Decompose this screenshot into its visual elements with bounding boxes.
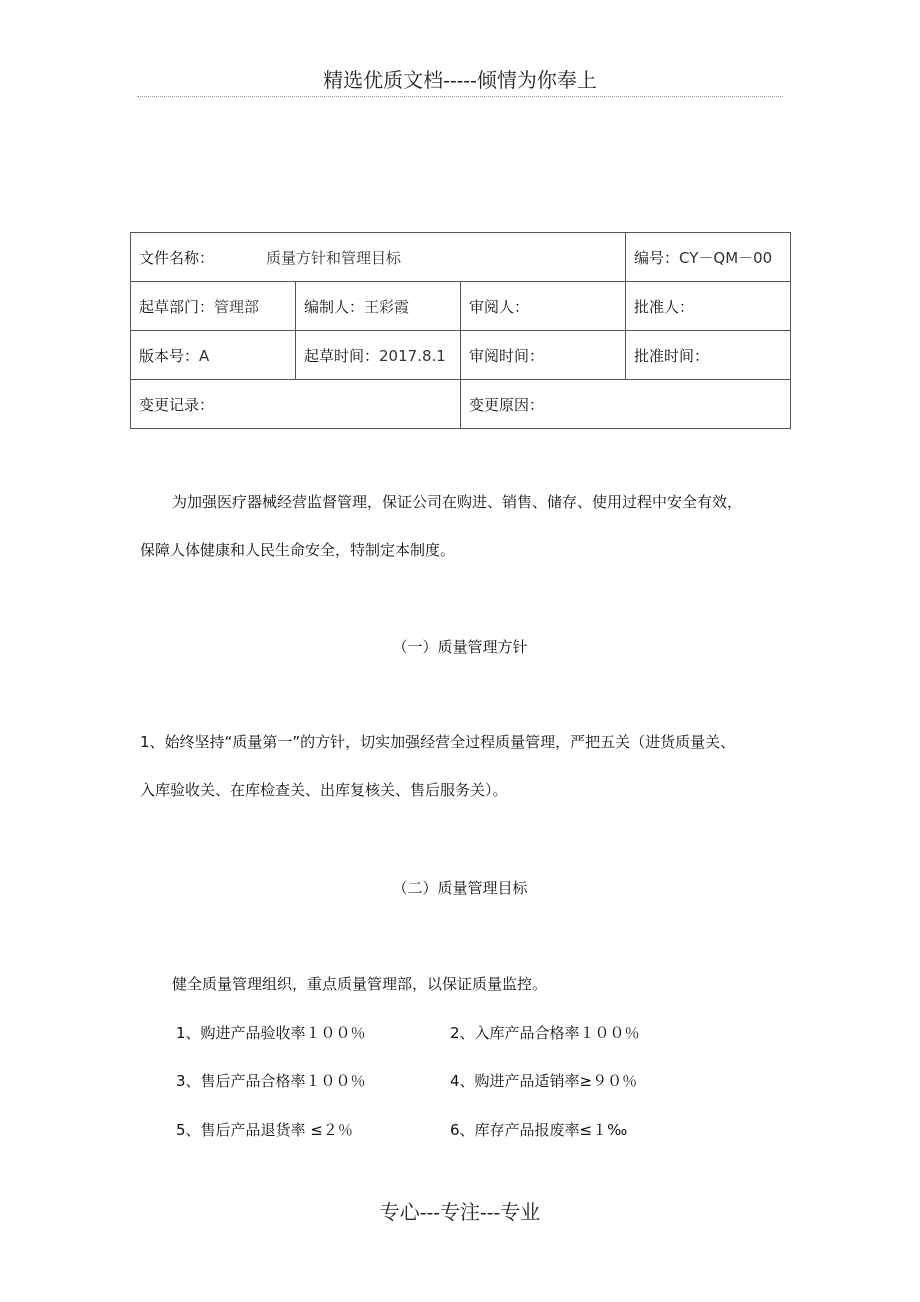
- dept-cell: [131, 282, 296, 331]
- target-item-4: 4、购进产品适销率≥９０％: [450, 1072, 638, 1090]
- page-header: 精选优质文档-----倾情为你奉上: [323, 68, 597, 92]
- approve-time-cell: [626, 331, 791, 380]
- intro-line-1: 为加强医疗器械经营监督管理，保证公司在购进、销售、储存、使用过程中安全有效，: [172, 493, 743, 511]
- policy-line-2: 入库验收关、在库检查关、出库复核关、售后服务关）。: [140, 781, 508, 799]
- reviewer-label: 审阅人：: [469, 297, 530, 316]
- reviewer-cell: [461, 282, 626, 331]
- draft-time-label: 起草时间：: [304, 346, 380, 365]
- dept-label: 起草部门：: [139, 297, 215, 316]
- file-name-label: 文件名称：: [139, 248, 215, 267]
- version-value: A: [199, 346, 210, 365]
- table-row: [131, 380, 791, 429]
- change-record-cell: [131, 380, 461, 429]
- table-row: [131, 282, 791, 331]
- approve-time-label: 批准时间：: [634, 346, 710, 365]
- section-2-title: （二）质量管理目标: [392, 879, 528, 897]
- target-item-1: 1、购进产品验收率１００％: [176, 1024, 366, 1042]
- review-time-label: 审阅时间：: [469, 346, 545, 365]
- editor-cell: [296, 282, 461, 331]
- policy-line-1: 1、始终坚持“质量第一”的方针，切实加强经营全过程质量管理，严把五关（进货质量关、: [140, 733, 736, 751]
- draft-time-value: 2017.8.1: [379, 346, 446, 365]
- change-record-label: 变更记录：: [139, 395, 215, 414]
- file-name-cell: [131, 233, 626, 282]
- version-cell: [131, 331, 296, 380]
- section-2-intro: 健全质量管理组织，重点质量管理部，以保证质量监控。: [172, 975, 548, 993]
- change-reason-label: 变更原因：: [469, 395, 545, 414]
- table-row: [131, 233, 791, 282]
- review-time-cell: [461, 331, 626, 380]
- number-value: CY－QM－00: [679, 248, 773, 267]
- number-cell: [626, 233, 791, 282]
- target-item-2: 2、入库产品合格率１００％: [450, 1024, 640, 1042]
- target-item-5: 5、售后产品退货率 ≤２％: [176, 1121, 353, 1139]
- draft-time-cell: [296, 331, 461, 380]
- page-footer: 专心---专注---专业: [379, 1200, 541, 1224]
- target-item-6: 6、库存产品报废率≤１‰: [450, 1121, 628, 1139]
- editor-value: 王彩霞: [364, 297, 410, 316]
- approver-cell: [626, 282, 791, 331]
- dept-value: 管理部: [214, 297, 260, 316]
- file-name-value: 质量方针和管理目标: [266, 248, 402, 267]
- version-label: 版本号：: [139, 346, 200, 365]
- document-info-table: [130, 232, 791, 429]
- change-reason-cell: [461, 380, 791, 429]
- target-item-3: 3、售后产品合格率１００％: [176, 1072, 366, 1090]
- header-divider: [137, 96, 783, 97]
- intro-paragraph: [140, 478, 790, 574]
- section-1-title: （一）质量管理方针: [392, 638, 528, 656]
- section-1-paragraph: [140, 718, 790, 814]
- editor-label: 编制人：: [304, 297, 365, 316]
- table-row: [131, 331, 791, 380]
- intro-line-2: 保障人体健康和人民生命安全，特制定本制度。: [140, 541, 456, 559]
- number-label: 编号：: [634, 248, 680, 267]
- approver-label: 批准人：: [634, 297, 695, 316]
